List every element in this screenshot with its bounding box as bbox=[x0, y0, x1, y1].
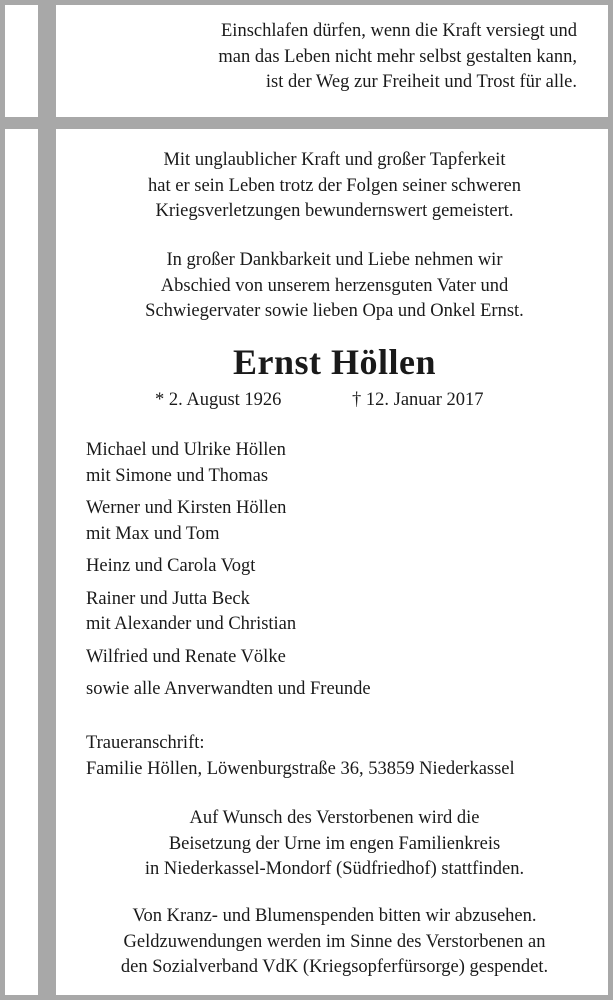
tribute-paragraph bbox=[56, 148, 613, 225]
farewell-paragraph bbox=[56, 248, 613, 325]
burial-line: in Niederkassel-Mondorf (Südfriedhof) stattfinden. bbox=[144, 859, 525, 879]
burial-line: Auf Wunsch des Verstorbenen wird die bbox=[189, 808, 480, 828]
mourners-list bbox=[86, 438, 586, 710]
donation-line: Geldzuwendungen werden im Sinne des Verstorbenen an bbox=[123, 931, 546, 952]
farewell-line: Schwiegervater sowie lieben Opa und Onkel Ernst. bbox=[145, 301, 524, 321]
farewell-line: In großer Dankbarkeit und Liebe nehmen wir bbox=[166, 250, 503, 270]
mourner-group bbox=[86, 587, 586, 638]
opening-quote bbox=[97, 19, 577, 96]
mourner-line: mit Max und Tom bbox=[86, 523, 220, 544]
mourner-group bbox=[86, 554, 586, 580]
quote-line: man das Leben nicht mehr selbst gestalten kann, bbox=[218, 46, 577, 67]
mourner-line: Heinz und Carola Vogt bbox=[86, 556, 256, 576]
quote-line: ist der Weg zur Freiheit und Trost für alle. bbox=[265, 72, 577, 92]
mourner-group bbox=[86, 645, 586, 671]
burial-line: Beisetzung der Urne im engen Familienkreis bbox=[168, 833, 501, 854]
mourning-address bbox=[86, 731, 596, 782]
mourner-line: sowie alle Anverwandten und Freunde bbox=[86, 679, 371, 699]
mourner-line: Rainer und Jutta Beck bbox=[86, 588, 250, 609]
address-value: Familie Höllen, Löwenburgstraße 36, 53859 Niederkassel bbox=[86, 758, 515, 779]
mourner-group bbox=[86, 677, 586, 703]
birth-date: * 2. August 1926 bbox=[155, 390, 282, 410]
mourner-line: Wilfried und Renate Völke bbox=[86, 646, 286, 667]
quote-line: Einschlafen dürfen, wenn die Kraft versiegt und bbox=[221, 21, 577, 41]
cross-vertical-beam bbox=[38, 0, 56, 1000]
tribute-line: Mit unglaublicher Kraft und großer Tapferkeit bbox=[163, 150, 506, 170]
deceased-name: Ernst Höllen bbox=[232, 342, 436, 382]
mourner-group bbox=[86, 496, 586, 547]
tribute-line: hat er sein Leben trotz der Folgen seiner schweren bbox=[148, 175, 521, 196]
mourner-group bbox=[86, 438, 586, 489]
mourner-line: Werner und Kirsten Höllen bbox=[86, 498, 287, 518]
tribute-line: Kriegsverletzungen bewundernswert gemeistert. bbox=[155, 201, 514, 221]
farewell-line: Abschied von unserem herzensguten Vater und bbox=[160, 275, 509, 296]
mourner-line: Michael und Ulrike Höllen bbox=[86, 440, 286, 460]
donation-line: Von Kranz- und Blumenspenden bitten wir abzusehen. bbox=[132, 906, 537, 926]
mourner-line: mit Alexander und Christian bbox=[86, 614, 297, 634]
cross-horizontal-beam bbox=[0, 117, 613, 129]
burial-notice bbox=[56, 806, 613, 883]
donation-line: den Sozialverband VdK (Kriegsopferfürsorge) gespendet. bbox=[120, 957, 549, 977]
mourner-line: mit Simone und Thomas bbox=[86, 465, 269, 486]
donation-notice bbox=[56, 904, 613, 981]
address-label: Traueranschrift: bbox=[86, 733, 205, 753]
death-date: † 12. Januar 2017 bbox=[352, 390, 484, 410]
